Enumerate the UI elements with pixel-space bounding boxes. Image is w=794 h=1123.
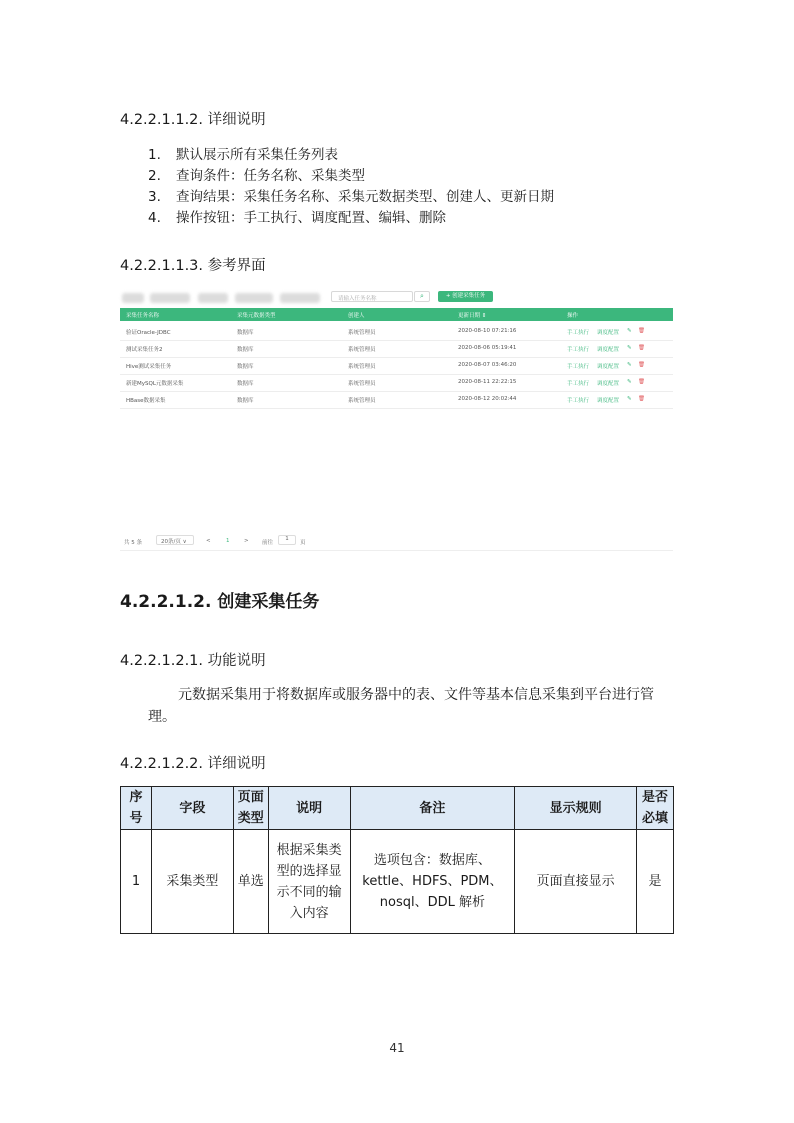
blurred-tab bbox=[235, 293, 273, 303]
col-task-name: 采集任务名称 bbox=[126, 313, 160, 319]
requirement-list bbox=[148, 145, 554, 229]
table-row: HBase数据采集 数据库 系统管理员 2020-08-12 20:02:44 手工执行 调度配置 ✎ 🗑 bbox=[120, 391, 673, 409]
col-creator: 创建人 bbox=[348, 313, 365, 319]
section-heading-function: 4.2.2.1.2.1. 功能说明 bbox=[120, 653, 266, 669]
next-page-button[interactable]: > bbox=[244, 538, 249, 544]
table-header bbox=[120, 308, 673, 321]
manual-run-link[interactable]: 手工执行 bbox=[567, 347, 590, 353]
blurred-logo bbox=[122, 293, 144, 303]
section-heading-create-task: 4.2.2.1.2. 创建采集任务 bbox=[120, 592, 320, 612]
table-row: Hive测试采集任务 数据库 系统管理员 2020-08-07 03:46:20 手工执行 调度配置 ✎ 🗑 bbox=[120, 357, 673, 375]
table-row: 1 采集类型 单选 根据采集类型的选择显示不同的输入内容 选项包含：数据库、kettle、HDFS、PDM、nosql、DDL 解析 页面直接显示 是 bbox=[121, 830, 674, 934]
table-header-row bbox=[121, 787, 674, 830]
table-row: 测试采集任务2 数据库 系统管理员 2020-08-06 05:19:41 手工执行 调度配置 ✎ 🗑 bbox=[120, 340, 673, 358]
page-number: 41 bbox=[389, 1041, 405, 1055]
page-number[interactable]: 1 bbox=[226, 538, 230, 544]
goto-page-input[interactable]: 1 bbox=[278, 535, 296, 545]
section-heading-reference: 4.2.2.1.1.3. 参考界面 bbox=[120, 258, 266, 274]
manual-run-link[interactable]: 手工执行 bbox=[567, 364, 590, 370]
delete-icon[interactable]: 🗑 bbox=[638, 379, 645, 385]
manual-run-link[interactable]: 手工执行 bbox=[567, 398, 590, 404]
header-rule: 显示规则 bbox=[515, 787, 637, 830]
schedule-config-link[interactable]: 调度配置 bbox=[597, 330, 620, 336]
col-update-date[interactable]: 更新日期 ⇕ bbox=[458, 313, 487, 319]
manual-run-link[interactable]: 手工执行 bbox=[567, 381, 590, 387]
task-search-input[interactable]: 请输入任务名称 bbox=[331, 291, 413, 302]
section-heading-detail: 4.2.2.1.1.2. 详细说明 bbox=[120, 112, 266, 128]
delete-icon[interactable]: 🗑 bbox=[638, 362, 645, 368]
list-item: 4. 操作按钮：手工执行、调度配置、编辑、删除 bbox=[148, 210, 446, 226]
divider bbox=[120, 550, 673, 551]
field-spec-table bbox=[120, 786, 674, 934]
schedule-config-link[interactable]: 调度配置 bbox=[597, 347, 620, 353]
header-page-type: 页面类型 bbox=[233, 787, 268, 830]
function-description: 元数据采集用于将数据库或服务器中的表、文件等基本信息采集到平台进行管理。 bbox=[148, 687, 654, 725]
list-item: 2. 查询条件：任务名称、采集类型 bbox=[148, 168, 365, 184]
section-heading-detail-2: 4.2.2.1.2.2. 详细说明 bbox=[120, 756, 266, 772]
blurred-tab bbox=[198, 293, 228, 303]
blurred-tab bbox=[280, 293, 320, 303]
search-icon[interactable]: ⌕ bbox=[414, 291, 430, 302]
header-field: 字段 bbox=[151, 787, 233, 830]
list-item: 1. 默认展示所有采集任务列表 bbox=[148, 147, 338, 163]
header-seq: 序号 bbox=[121, 787, 152, 830]
header-remark: 备注 bbox=[350, 787, 515, 830]
reference-screenshot bbox=[120, 288, 673, 544]
goto-label: 前往 bbox=[262, 540, 274, 546]
header-desc: 说明 bbox=[268, 787, 350, 830]
schedule-config-link[interactable]: 调度配置 bbox=[597, 381, 620, 387]
delete-icon[interactable]: 🗑 bbox=[638, 328, 645, 334]
edit-icon[interactable]: ✎ bbox=[627, 396, 632, 402]
page-size-select[interactable]: 20条/页 ∨ bbox=[156, 535, 194, 545]
list-item: 3. 查询结果：采集任务名称、采集元数据类型、创建人、更新日期 bbox=[148, 189, 554, 205]
create-task-button[interactable]: + 创建采集任务 bbox=[438, 291, 493, 302]
header-required: 是否必填 bbox=[636, 787, 673, 830]
edit-icon[interactable]: ✎ bbox=[627, 345, 632, 351]
col-actions: 操作 bbox=[567, 313, 579, 319]
total-count: 共 5 条 bbox=[124, 540, 142, 546]
edit-icon[interactable]: ✎ bbox=[627, 379, 632, 385]
page-unit-label: 页 bbox=[300, 540, 306, 546]
table-row: 验证Oracle-JDBC 数据库 系统管理员 2020-08-10 07:21:16 手工执行 调度配置 ✎ 🗑 bbox=[120, 323, 673, 341]
blurred-tab bbox=[150, 293, 190, 303]
delete-icon[interactable]: 🗑 bbox=[638, 396, 645, 402]
edit-icon[interactable]: ✎ bbox=[627, 328, 632, 334]
manual-run-link[interactable]: 手工执行 bbox=[567, 330, 590, 336]
delete-icon[interactable]: 🗑 bbox=[638, 345, 645, 351]
edit-icon[interactable]: ✎ bbox=[627, 362, 632, 368]
col-metadata-type: 采集元数据类型 bbox=[237, 313, 276, 319]
schedule-config-link[interactable]: 调度配置 bbox=[597, 364, 620, 370]
prev-page-button[interactable]: < bbox=[206, 538, 211, 544]
table-row: 新建MySQL元数据采集 数据库 系统管理员 2020-08-11 22:22:15 手工执行 调度配置 ✎ 🗑 bbox=[120, 374, 673, 392]
schedule-config-link[interactable]: 调度配置 bbox=[597, 398, 620, 404]
